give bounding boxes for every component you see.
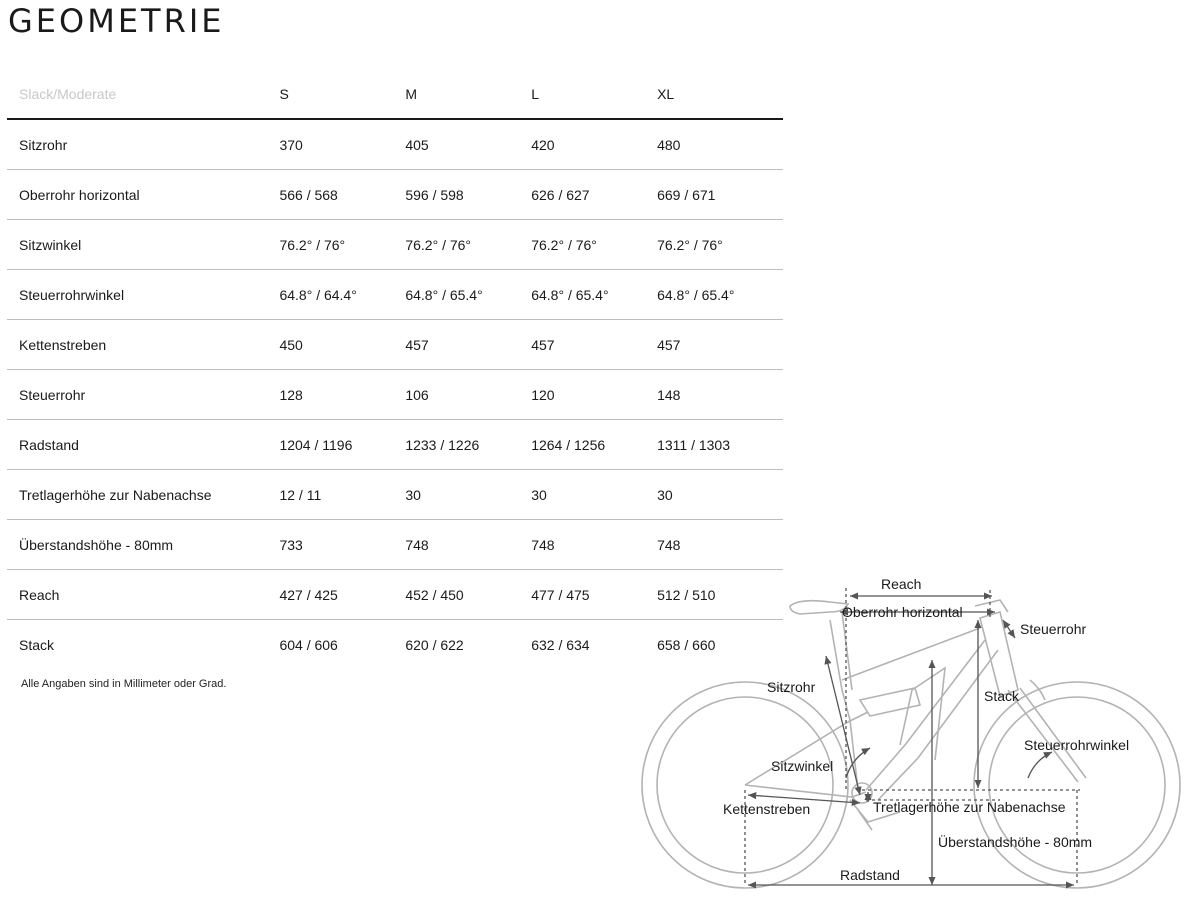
table-cell: 64.8° / 65.4° — [405, 270, 531, 320]
table-cell: 64.8° / 65.4° — [657, 270, 783, 320]
size-header-m: M — [405, 69, 531, 119]
table-cell: 748 — [405, 520, 531, 570]
label-ueberstandshoehe: Überstandshöhe - 80mm — [938, 834, 1093, 850]
table-cell: 12 / 11 — [279, 470, 405, 520]
table-cell: 457 — [657, 320, 783, 370]
table-cell: 604 / 606 — [279, 636, 338, 653]
table-cell: 30 — [531, 470, 657, 520]
table-cell: 427 / 425 — [279, 570, 405, 620]
table-cell: 457 — [405, 320, 531, 370]
table-cell: 1204 / 1196 — [279, 420, 405, 470]
table-cell: 1264 / 1256 — [531, 420, 657, 470]
table-row — [7, 220, 783, 270]
table-row — [7, 420, 783, 470]
page-title: GEOMETRIE — [8, 2, 225, 40]
table-row — [7, 370, 783, 420]
row-label: Kettenstreben — [7, 320, 279, 370]
size-header-xl: XL — [657, 69, 783, 119]
row-label: Sitzrohr — [7, 119, 279, 170]
table-cell: 733 — [279, 520, 405, 570]
table-header-row — [7, 69, 783, 119]
size-header-l: L — [531, 69, 657, 119]
table-cell: 64.8° / 65.4° — [531, 270, 657, 320]
table-cell: 76.2° / 76° — [657, 220, 783, 270]
label-radstand: Radstand — [840, 867, 900, 883]
table-cell: 457 — [531, 320, 657, 370]
table-cell: 76.2° / 76° — [279, 220, 405, 270]
table-cell: 1311 / 1303 — [657, 420, 783, 470]
table-cell: 64.8° / 64.4° — [279, 270, 405, 320]
table-cell: 450 — [279, 320, 405, 370]
row-label: Oberrohr horizontal — [7, 170, 279, 220]
table-cell: 748 — [657, 520, 783, 570]
table-cell: 566 / 568 — [279, 170, 405, 220]
table-row — [7, 470, 783, 520]
table-cell: 632 / 634 — [531, 636, 590, 653]
table-row — [7, 119, 783, 170]
row-label: Sitzwinkel — [7, 220, 279, 270]
table-cell: 420 — [531, 119, 657, 170]
label-steuerrohr: Steuerrohr — [1020, 621, 1087, 637]
table-cell: 669 / 671 — [657, 170, 783, 220]
row-label: Stack — [19, 636, 55, 653]
label-kettenstreben: Kettenstreben — [723, 801, 811, 817]
row-label: Reach — [7, 570, 279, 620]
table-cell: 30 — [405, 470, 531, 520]
variant-label: Slack/Moderate — [7, 69, 279, 119]
table-cell: 106 — [405, 370, 531, 420]
table-cell: 658 / 660 — [657, 636, 716, 653]
label-steuerrohrwinkel: Steuerrohrwinkel — [1024, 737, 1130, 753]
label-tretlagerhoehe: Tretlagerhöhe zur Nabenachse — [873, 799, 1066, 815]
table-cell: 405 — [405, 119, 531, 170]
table-cell: 512 / 510 — [657, 570, 783, 620]
row-label: Überstandshöhe - 80mm — [7, 520, 279, 570]
row-label: Steuerrohrwinkel — [7, 270, 279, 320]
table-cell: 30 — [657, 470, 783, 520]
table-row — [7, 270, 783, 320]
table-cell: 128 — [279, 370, 405, 420]
table-cell: 748 — [531, 520, 657, 570]
label-oberrohr-horizontal: Oberrohr horizontal — [842, 604, 963, 620]
table-cell: 370 — [279, 119, 405, 170]
table-cell: 620 / 622 — [405, 636, 464, 653]
label-sitzwinkel: Sitzwinkel — [771, 758, 834, 774]
table-cell: 480 — [657, 119, 783, 170]
row-label: Radstand — [7, 420, 279, 470]
table-row — [7, 320, 783, 370]
table-cell: 76.2° / 76° — [405, 220, 531, 270]
table-cell: 477 / 475 — [531, 570, 657, 620]
table-cell: 76.2° / 76° — [531, 220, 657, 270]
table-cell: 596 / 598 — [405, 170, 531, 220]
table-cell: 452 / 450 — [405, 570, 531, 620]
table-cell: 1233 / 1226 — [405, 420, 531, 470]
label-stack: Stack — [984, 688, 1020, 704]
table-cell: 120 — [531, 370, 657, 420]
row-label: Steuerrohr — [7, 370, 279, 420]
units-note: Alle Angaben sind in Millimeter oder Grad. — [21, 678, 227, 690]
label-reach: Reach — [881, 576, 922, 592]
table-cell: 626 / 627 — [531, 170, 657, 220]
table-row — [7, 170, 783, 220]
table-row — [7, 520, 783, 570]
size-header-s: S — [279, 69, 405, 119]
bike-geometry-diagram — [636, 572, 1196, 892]
label-sitzrohr: Sitzrohr — [767, 679, 816, 695]
row-label: Tretlagerhöhe zur Nabenachse — [7, 470, 279, 520]
table-cell: 148 — [657, 370, 783, 420]
